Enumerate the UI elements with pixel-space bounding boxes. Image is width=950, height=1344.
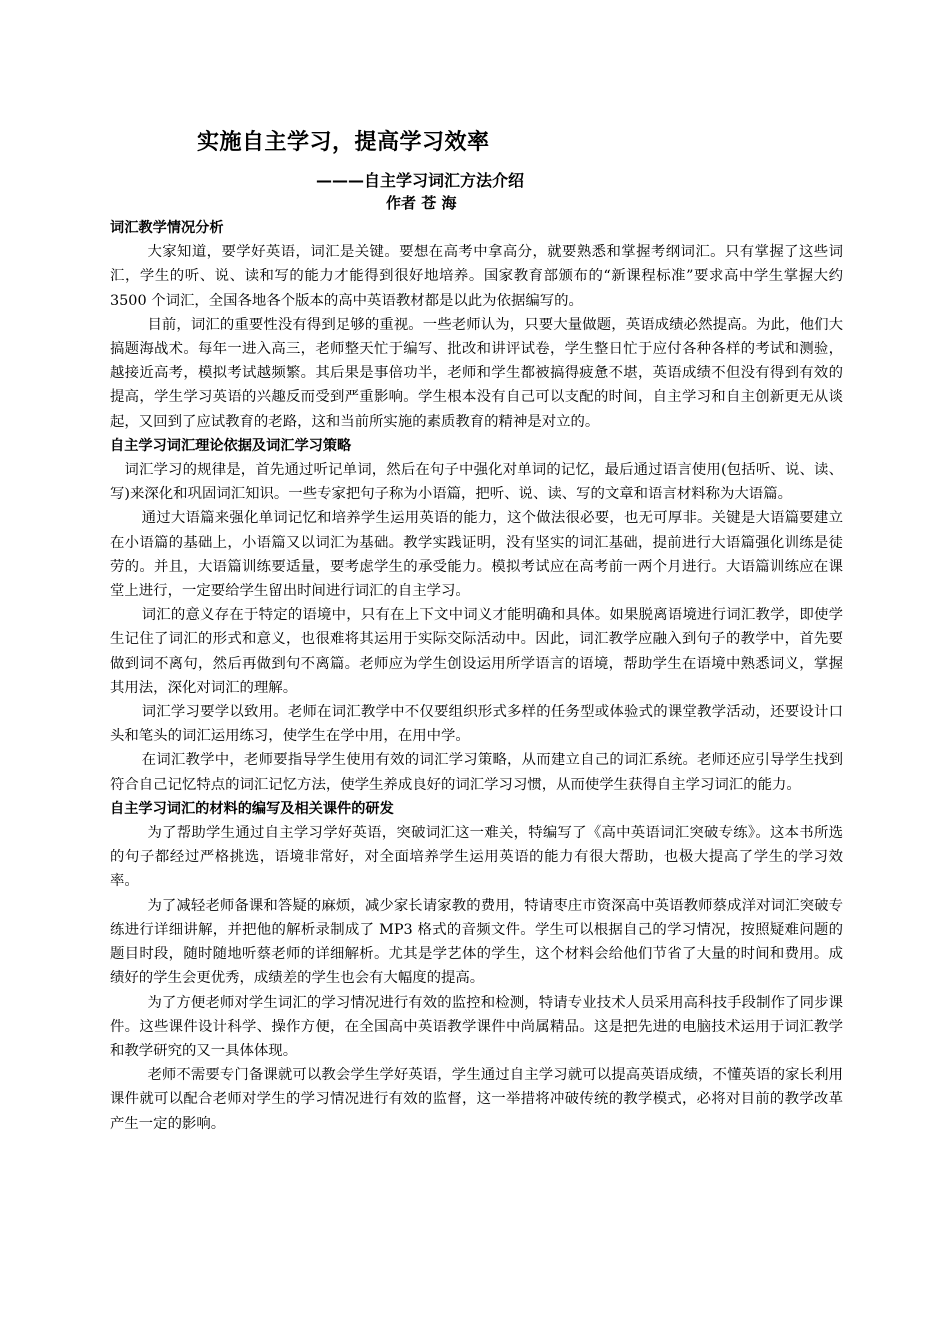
paragraph: 为了帮助学生通过自主学习学好英语，突破词汇这一难关，特编写了《高中英语词汇突破专练》。这本书所选的句子都经过严格挑选，语境非常好，对全面培养学生运用英语的能力有很大帮助，也极大提高了学生的学习效率。 bbox=[110, 825, 843, 890]
paragraph: 大家知道，要学好英语，词汇是关键。要想在高考中拿高分，就要熟悉和掌握考纲词汇。只有掌握了这些词汇，学生的听、说、读和写的能力才能得到很好地培养。国家教育部颁布的“新课程标准”要求高中学生掌握大约 3500 个词汇，全国各地各个版本的高中英语教材都是以此为依据编写的。 bbox=[110, 244, 843, 309]
document-body bbox=[110, 216, 843, 1136]
paragraph: 为了减轻老师备课和答疑的麻烦，减少家长请家教的费用，特请枣庄市资深高中英语教师蔡成洋对词汇突破专练进行详细讲解，并把他的解析录制成了 MP3 格式的音频文件。学生可以根据自己的学习情况，按照疑难问题的题目时段，随时随地听蔡老师的详细解析。尤其是学艺体的学生，这个材料会给他们节省了大量的时间和费用。成绩好的学生会更优秀，成绩差的学生也会有大幅度的提高。 bbox=[110, 897, 843, 987]
section-heading: 自主学习词汇理论依据及词汇学习策略 bbox=[110, 437, 352, 454]
paragraph: 词汇学习要学以致用。老师在词汇教学中不仅要组织形式多样的任务型或体验式的课堂教学活动，还要设计口头和笔头的词汇运用练习，使学生在学中用，在用中学。 bbox=[110, 704, 843, 745]
paragraph: 词汇学习的规律是，首先通过听记单词，然后在句子中强化对单词的记忆，最后通过语言使用(包括听、说、读、写)来深化和巩固词汇知识。一些专家把句子称为小语篇，把听、说、读、写的文章和语言材料称为大语篇。 bbox=[110, 462, 843, 503]
document-subtitle: ———自主学习词汇方法介绍 bbox=[316, 171, 525, 190]
paragraph: 为了方便老师对学生词汇的学习情况进行有效的监控和检测，特请专业技术人员采用高科技手段制作了同步课件。这些课件设计科学、操作方便，在全国高中英语教学课件中尚属精品。这是把先进的电脑技术运用于词汇教学和教学研究的又一具体体现。 bbox=[110, 994, 843, 1059]
paragraph: 老师不需要专门备课就可以教会学生学好英语，学生通过自主学习就可以提高英语成绩，不懂英语的家长利用课件就可以配合老师对学生的学习情况进行有效的监督，这一举措将冲破传统的教学模式，必将对目前的教学改革产生一定的影响。 bbox=[110, 1067, 843, 1132]
document-title: 实施自主学习，提高学习效率 bbox=[197, 130, 490, 155]
section-heading: 词汇教学情况分析 bbox=[110, 220, 224, 236]
paragraph: 目前，词汇的重要性没有得到足够的重视。一些老师认为，只要大量做题，英语成绩必然提高。为此，他们大搞题海战术。每年一进入高三，老师整天忙于编写、批改和讲评试卷，学生整日忙于应付各种各样的考试和测验，越接近高考，模拟考试越频繁。其后果是事倍功半，老师和学生都被搞得疲惫不堪，英语成绩不但没有得到有效的提高，学生学习英语的兴趣反而受到严重影响。学生根本没有自己可以支配的时间，自主学习和自主创新更无从谈起，又回到了应试教育的老路，这和当前所实施的素质教育的精神是对立的。 bbox=[110, 316, 843, 430]
section-heading: 自主学习词汇的材料的编写及相关课件的研发 bbox=[110, 800, 394, 817]
paragraph: 通过大语篇来强化单词记忆和培养学生运用英语的能力，这个做法很必要，也无可厚非。关键是大语篇要建立在小语篇的基础上，小语篇又以词汇为基础。教学实践证明，没有坚实的词汇基础，提前进行大语篇强化训练是徒劳的。并且，大语篇训练要适量，要考虑学生的承受能力。模拟考试应在高考前一两个月进行。大语篇训练应在课堂上进行，一定要给学生留出时间进行词汇的自主学习。 bbox=[110, 510, 843, 600]
document-author: 作者 苍 海 bbox=[386, 194, 457, 212]
paragraph: 在词汇教学中，老师要指导学生使用有效的词汇学习策略，从而建立自己的词汇系统。老师还应引导学生找到符合自己记忆特点的词汇记忆方法，使学生养成良好的词汇学习习惯，从而使学生获得自主学习词汇的能力。 bbox=[110, 752, 843, 793]
paragraph: 词汇的意义存在于特定的语境中，只有在上下文中词义才能明确和具体。如果脱离语境进行词汇教学，即使学生记住了词汇的形式和意义，也很难将其运用于实际交际活动中。因此，词汇教学应融入到句子的教学中，首先要做到词不离句，然后再做到句不离篇。老师应为学生创设运用所学语言的语境，帮助学生在语境中熟悉词义，掌握其用法，深化对词汇的理解。 bbox=[110, 607, 843, 696]
